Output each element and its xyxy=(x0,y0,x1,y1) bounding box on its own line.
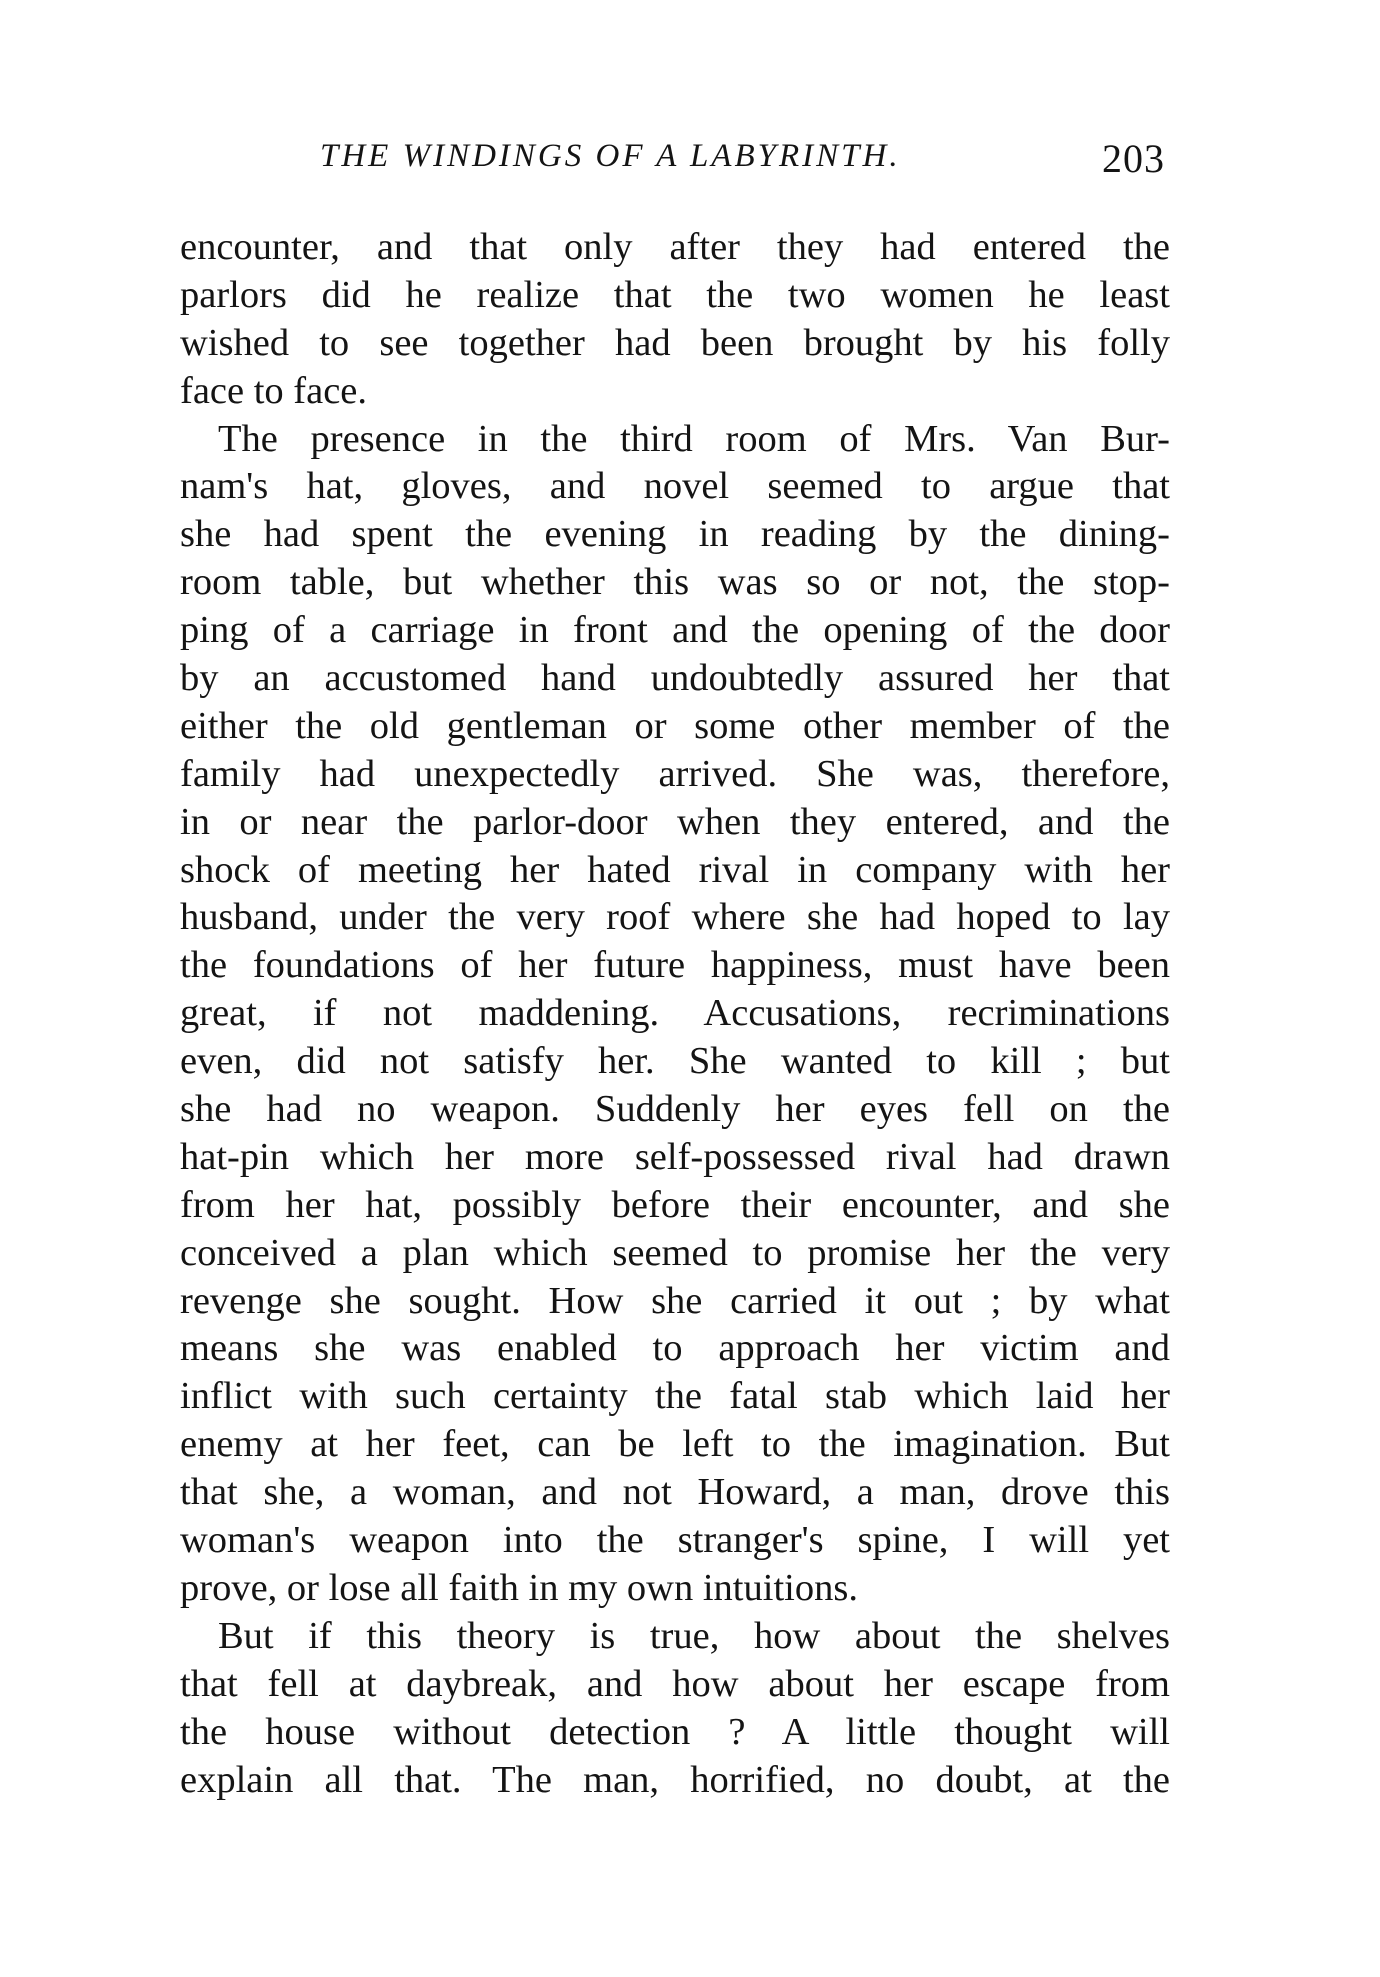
text-line: family had unexpectedly arrived. She was, therefore, xyxy=(180,752,1170,795)
text-line: she had no weapon. Suddenly her eyes fell on the xyxy=(180,1088,1170,1131)
page-header xyxy=(180,138,1180,198)
body-text xyxy=(180,224,1170,1804)
text-line: the foundations of her future happiness, must have been xyxy=(180,944,1170,987)
text-line: woman's weapon into the stranger's spine, I will yet xyxy=(180,1519,1170,1562)
text-line: she had spent the evening in reading by the dining- xyxy=(180,513,1170,556)
text-line: that she, a woman, and not Howard, a man, drove this xyxy=(180,1471,1170,1514)
paragraph xyxy=(180,224,1170,416)
text-line: enemy at her feet, can be left to the imagination. But xyxy=(180,1423,1170,1466)
text-line: wished to see together had been brought by his folly xyxy=(180,321,1170,364)
text-line: by an accustomed hand undoubtedly assured her that xyxy=(180,657,1170,700)
text-line: prove, or lose all faith in my own intuitions. xyxy=(180,1566,858,1609)
text-line: The presence in the third room of Mrs. Van Bur- xyxy=(218,417,1170,460)
text-line: in or near the parlor-door when they entered, and the xyxy=(180,800,1170,843)
text-line: face to face. xyxy=(180,369,367,412)
page-number: 203 xyxy=(1102,136,1165,181)
text-line: parlors did he realize that the two women he least xyxy=(180,273,1170,316)
text-line: even, did not satisfy her. She wanted to kill ; but xyxy=(180,1040,1170,1083)
text-line: nam's hat, gloves, and novel seemed to argue that xyxy=(180,465,1170,508)
text-line: encounter, and that only after they had entered the xyxy=(180,226,1170,268)
running-title: THE WINDINGS OF A LABYRINTH. xyxy=(320,138,901,174)
text-line: shock of meeting her hated rival in company with her xyxy=(180,848,1170,891)
text-line: conceived a plan which seemed to promise her the very xyxy=(180,1231,1170,1274)
text-line: explain all that. The man, horrified, no doubt, at the xyxy=(180,1758,1170,1801)
text-line: either the old gentleman or some other member of the xyxy=(180,704,1170,747)
text-line: the house without detection ? A little thought will xyxy=(180,1710,1170,1753)
paragraph xyxy=(180,1613,1170,1805)
text-line: But if this theory is true, how about the shelves xyxy=(218,1614,1170,1657)
text-line: great, if not maddening. Accusations, recriminations xyxy=(180,992,1170,1035)
text-line: that fell at daybreak, and how about her escape from xyxy=(180,1662,1170,1705)
text-line: ping of a carriage in front and the opening of the door xyxy=(180,609,1170,652)
paragraph xyxy=(180,416,1170,1613)
text-line: from her hat, possibly before their encounter, and she xyxy=(180,1183,1170,1226)
text-line: room table, but whether this was so or not, the stop- xyxy=(180,561,1170,604)
text-line: means she was enabled to approach her victim and xyxy=(180,1327,1170,1370)
text-line: husband, under the very roof where she had hoped to lay xyxy=(180,896,1170,939)
text-line: inflict with such certainty the fatal stab which laid her xyxy=(180,1375,1170,1418)
text-line: revenge she sought. How she carried it out ; by what xyxy=(180,1279,1170,1322)
text-line: hat-pin which her more self-possessed rival had drawn xyxy=(180,1135,1170,1178)
